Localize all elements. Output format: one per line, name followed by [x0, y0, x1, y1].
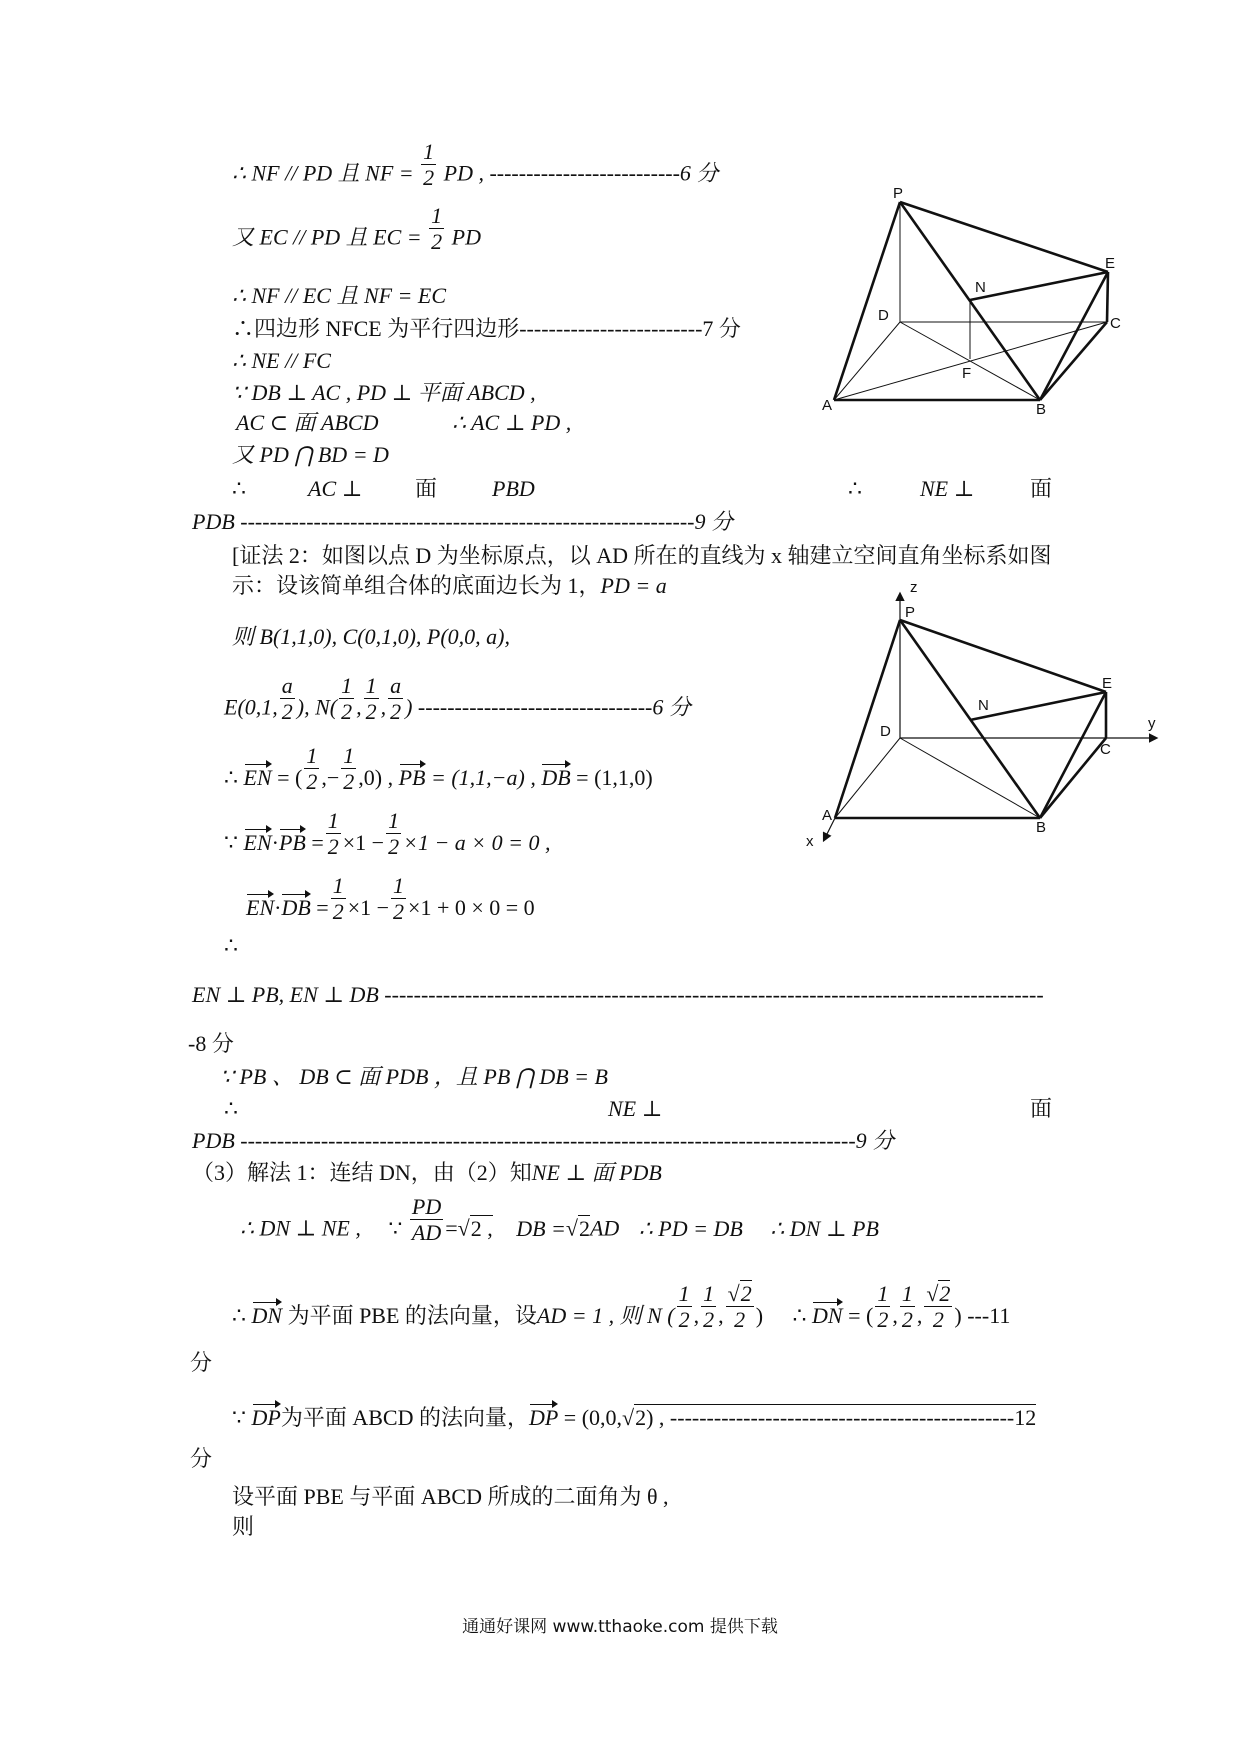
proof2-line-10: -8 分: [188, 1031, 234, 1056]
label-C: C: [1100, 741, 1111, 758]
label-B: B: [1036, 819, 1047, 836]
proof1-line-9g: 面: [1030, 476, 1053, 501]
proof1-line-5: ∴ NE // FC: [232, 348, 331, 373]
proof2-line-13: PDB ------------------------------------------------------------------------------------9 分: [192, 1128, 895, 1153]
proof1-line-1: ∴ NF // PD 且 NF = $\frac{1}{2}$ PD , --------------------------6 分: [232, 139, 719, 191]
proof2-line-5: ∴ EN = ( $\frac{1}{2}$ ,− $\frac{1}{2}$ ,0) , PB = (1,1,−a) , DB = (1,1,0): [224, 743, 653, 795]
part3-line-6: 分: [190, 1446, 213, 1471]
label-D: D: [880, 723, 891, 740]
fraction-half: $\frac{1}{2}$: [423, 139, 435, 191]
part3-line-8: 则: [232, 1514, 255, 1539]
label-y: y: [1148, 715, 1156, 732]
page-footer: 通通好课网 www.tthaoke.com 提供下载: [462, 1617, 778, 1637]
proof2-line-6: ∵ EN·PB = $\frac{1}{2}$ ×1 − $\frac{1}{2}$ ×1 − a × 0 = 0 ,: [224, 808, 551, 860]
proof1-line-10: PDB --------------------------------------------------------------9 分: [192, 509, 733, 534]
proof1-line-9c: 面: [415, 476, 438, 501]
label-z: z: [910, 579, 918, 596]
part3-line-3: ∴ DN 为平面 PBE 的法向量，设AD = 1 , 则 N ( $\frac{1}{2}$ , $\frac{1}{2}$ , $\frac{√2}{2}$ ) ∴ DN = ( $\frac{1}{2}$ , $\frac{1}{2}$ , $\frac{√2}{2}$ ) ---11: [232, 1281, 1011, 1333]
proof1-line-4: ∴四边形 NFCE 为平行四边形-------------------------7 分: [232, 316, 741, 341]
proof2-line-9: EN ⊥ PB, EN ⊥ DB ------------------------------------------------------------------------------------------: [192, 982, 1044, 1007]
label-A: A: [822, 397, 833, 414]
part3-line-1: （3）解法 1：连结 DN，由（2）知NE ⊥ 面 PDB: [192, 1160, 662, 1185]
proof2-line-12a: ∴: [224, 1096, 238, 1121]
proof2-line-8: ∴: [224, 933, 238, 958]
label-B: B: [1036, 401, 1047, 418]
fraction-half: $\frac{1}{2}$: [431, 203, 443, 255]
proof1-line-9b: AC ⊥: [308, 476, 363, 501]
figure-2-coordinate-pyramid: [800, 570, 1156, 860]
proof1-line-9d: PBD: [492, 476, 535, 501]
label-N: N: [975, 279, 986, 296]
label-N: N: [978, 697, 989, 714]
proof1-line-9e: ∴: [848, 476, 862, 501]
proof2-line-12c: 面: [1030, 1096, 1053, 1121]
proof1-line-9f: NE ⊥: [920, 476, 975, 501]
label-E: E: [1102, 675, 1113, 692]
proof1-line-7a: AC ⊂ 面 ABCD: [236, 410, 379, 435]
label-F: F: [962, 365, 972, 382]
proof1-line-8: 又 PD ⋂ BD = D: [232, 442, 389, 467]
proof2-line-1: [证法 2：如图以点 D 为坐标原点，以 AD 所在的直线为 x 轴建立空间直角坐标系如图: [232, 543, 1052, 568]
label-C: C: [1110, 315, 1121, 332]
part3-line-5: ∵ DP为平面 ABCD 的法向量，DP = (0,0,√2) , -----------------------------------------------12: [232, 1402, 1036, 1429]
label-D: D: [878, 307, 889, 324]
label-E: E: [1105, 255, 1116, 272]
proof2-line-4: E(0,1, $\frac{a}{2}$ ), N( $\frac{1}{2}$ , $\frac{1}{2}$ , $\frac{a}{2}$ ) --------------------------------6 分: [224, 673, 691, 725]
label-A: A: [822, 807, 833, 824]
proof2-line-2: 示：设该简单组合体的底面边长为 1，PD = a: [232, 573, 667, 598]
proof1-line-6: ∵ DB ⊥ AC , PD ⊥ 平面 ABCD ,: [232, 380, 536, 405]
part3-line-7: 设平面 PBE 与平面 ABCD 所成的二面角为 θ ,: [232, 1484, 669, 1509]
proof2-line-12b: NE ⊥: [608, 1096, 663, 1121]
proof2-line-3: 则 B(1,1,0), C(0,1,0), P(0,0, a),: [232, 624, 511, 649]
part3-line-2: ∴ DN ⊥ NE , ∵ $\frac{PD}{AD}$ =√2 , DB =√2AD ∴ PD = DB ∴ DN ⊥ PB: [240, 1194, 879, 1246]
proof1-line-2: 又 EC // PD 且 EC = $\frac{1}{2}$ PD: [232, 203, 481, 255]
figure-1-pyramid: [820, 180, 1140, 440]
label-x: x: [806, 833, 814, 850]
label-P: P: [905, 604, 916, 621]
proof1-line-7b: ∴ AC ⊥ PD ,: [452, 410, 572, 435]
proof2-line-11: ∵ PB 、 DB ⊂ 面 PDB ，且 PB ⋂ DB = B: [220, 1064, 608, 1089]
proof2-line-7: EN·DB = $\frac{1}{2}$ ×1 − $\frac{1}{2}$ ×1 + 0 × 0 = 0: [246, 873, 535, 925]
proof1-line-9a: ∴: [232, 476, 246, 501]
proof1-line-3: ∴ NF // EC 且 NF = EC: [232, 283, 447, 308]
part3-line-4: 分: [190, 1350, 213, 1375]
label-P: P: [893, 185, 904, 202]
